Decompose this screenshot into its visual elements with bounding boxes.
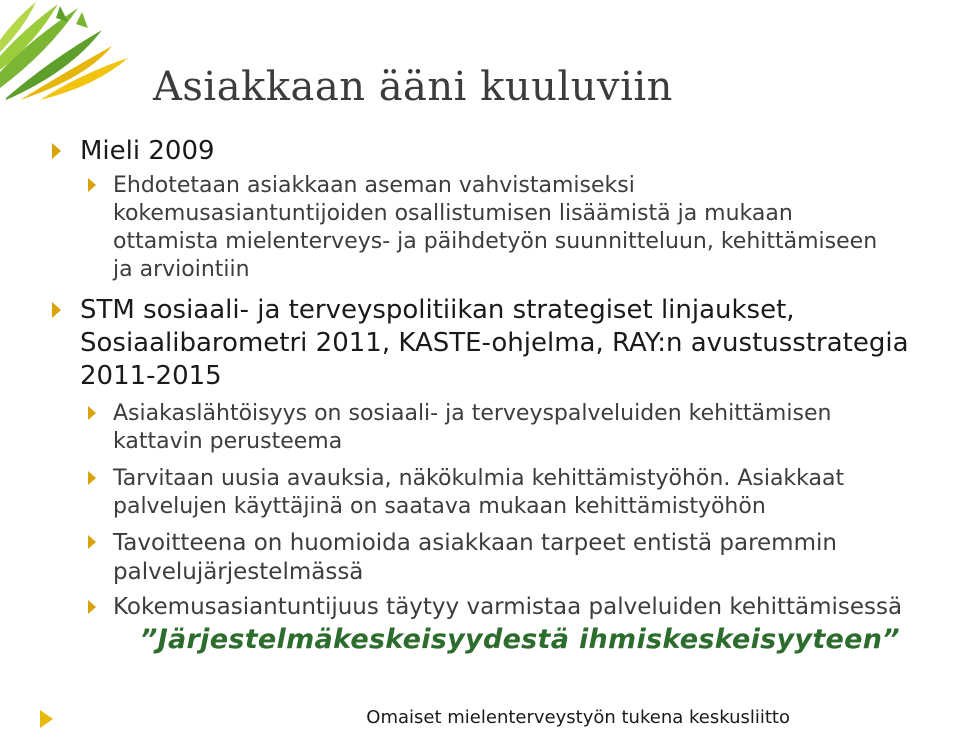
subitem-line: Kokemusasiantuntijuus täytyy varmistaa palveluiden kehittämisessä [113,594,903,620]
subitem-line: ottamista mielenterveys- ja päihdetyön suunnitteluun, kehittämiseen [113,229,878,254]
bullet-icon [88,535,96,549]
bullet-stm-line: STM sosiaali- ja terveyspolitiikan strategiset linjaukset, [80,295,795,325]
subitem-line: ja arviointiin [113,257,250,282]
subitem-line: Ehdotetaan asiakkaan aseman vahvistamiseksi [113,173,635,198]
subitem-line: kattavin perusteema [113,429,343,454]
subitem-line: palvelujärjestelmässä [113,559,364,585]
subitem-line: kokemusasiantuntijoiden osallistumisen lisäämistä ja mukaan [113,201,793,226]
bullet-icon [52,302,61,318]
slide-title: Asiakkaan ääni kuuluviin [153,64,673,110]
bullet-icon [88,406,96,420]
bullet-stm-line: 2011-2015 [80,361,222,391]
subitem-line: Tavoitteena on huomioida asiakkaan tarpeet entistä paremmin [113,530,837,556]
bullet-stm-line: Sosiaalibarometri 2011, KASTE-ohjelma, RAY:n avustusstrategia [80,328,909,358]
subitem-line: palvelujen käyttäjinä on saatava mukaan kehittämistyöhön [113,494,766,519]
bullet-icon [52,143,61,159]
subitem-line: Tarvitaan uusia avauksia, näkökulmia kehittämistyöhön. Asiakkaat [113,466,845,491]
bullet-icon [88,178,96,192]
emphasis-quote: ”Järjestelmäkeskeisyydestä ihmiskeskeisyyteen” [140,624,900,655]
play-arrow-icon [40,710,53,728]
subitem-line: Asiakaslähtöisyys on sosiaali- ja terveyspalveluiden kehittämisen [113,401,832,426]
bullet-mieli-2009: Mieli 2009 [80,136,215,166]
bullet-icon [88,471,96,485]
bullet-icon [88,600,96,614]
footer-text: Omaiset mielenterveystyön tukena keskusliitto [366,707,790,728]
sunflower-logo-icon [0,0,150,100]
